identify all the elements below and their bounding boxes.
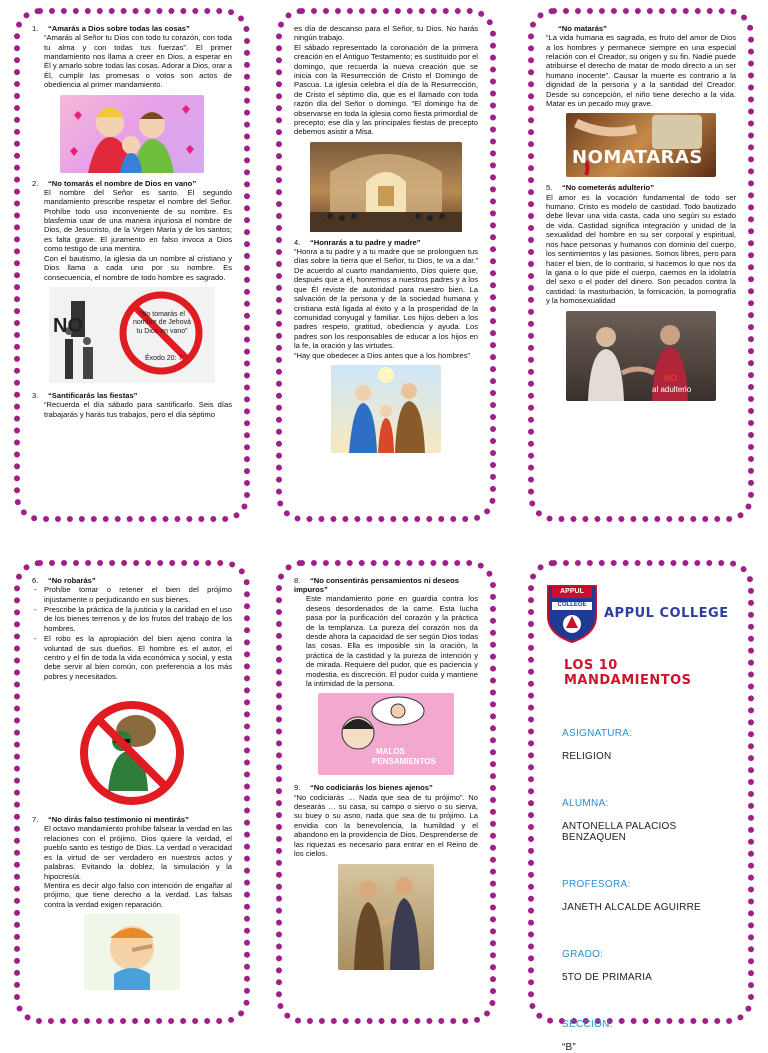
section-text-1: “Amarás al Señor tu Dios con todo tu corazón, con toda tu alma y con todas tus fuerzas”. El primer mandamiento nos llama a creer en Dios, a esperar en Él y amarlo sobre todas las cosas. Adorar a Dios, orar a Él, cumplir las promesas o votos son actos de obediencia al primer mandamiento. [44, 33, 232, 90]
section-text-8b: Mentira es decir algo falso con intención de engañar al prójimo, que tiene derecho a la verdad. Las falsas contra la verdad exigen reparación. [44, 880, 232, 909]
profesora-value: JANETH ALCALDE AGUIRRE [562, 902, 701, 913]
image-bad-thoughts-text1: MALOS [376, 747, 405, 757]
image-holy-family [331, 365, 441, 453]
image-bad-thoughts-text2: PENSAMIENTOS [372, 757, 436, 767]
section-title-3: 3. “Santificarás las fiestas” [32, 390, 138, 400]
section-title-4: 4. “Honrarás a tu padre y madre” [294, 237, 421, 247]
image-coveting [338, 864, 434, 970]
image-no-vain [49, 287, 215, 383]
section-text-4b: “Hay que obedecer a Dios antes que a los hombres” [294, 350, 471, 360]
section-text-3-cont: es día de descanso para el Señor, tu Dios. No harás ningún trabajo. [294, 24, 478, 43]
section-text-2: El nombre del Señor es santo. El segundo mandamiento prescribe respetar el nombre del Señor. Prohíbe todo uso inconveniente de su nombre. Es blasfemia usar de una manera injuriosa el nombre de Dios, de Jesucristo, de la Virgen María y de los santos; es falta grave. El juramento en falso invoca a Dios como testigo de una mentira. [44, 187, 232, 254]
logo-text-top: APPUL [560, 588, 584, 595]
panel-commandments-8-9 [276, 560, 496, 1024]
image-love-god [60, 95, 204, 173]
section-text-2b: Con el bautismo, la iglesia da un nombre al cristiano y Dios llama a cada uno por su nombre. Es consecuencia, el nombre de todo hombre es sagrado. [44, 253, 232, 282]
section-text-5: “La vida humana es sagrada, es fruto del amor de Dios a los hombres y permanece siempre en una especial relación con el Creador, su origen y su fin. Nadie puede atribuirse el derecho de matar de modo directo a un ser humano inocente”. Causar la muerte es contrario a la dignidad de la persona y a la santidad del Creador. Desde su concepción, el niño tiene derecho a la vida. Matar es un pecado muy grave. [546, 33, 736, 109]
section-title-6: 5. “No cometerás adulterio” [546, 183, 654, 193]
section-text-10: “No codiciarás … Nada que sea de tu prójimo”. No desearás … su casa, su campo o siervo o su sierva, su buey o su asno, nada que sea de tu prójimo. La envidia con la benevolencia, la humildad y el abandono en la providencia de Dios. Desprenderse de las riquezas es necesario para entrar en el Reino de los cielos. [294, 792, 478, 859]
section-title-2: 2. “No tomarás el nombre de Dios en vano” [32, 178, 197, 188]
panel-commandments-3-4 [276, 8, 496, 522]
seccion-value: “B” [562, 1042, 576, 1053]
alumna-value: ANTONELLA PALACIOS BENZAQUEN [562, 821, 677, 843]
section-text-4: “Honra a tu padre y a tu madre que se prolonguen tus días sobre la tierra que el Señor, tu Dios, te va a dar.” De acuerdo al cuarto mandamiento, Dios quiere que, después que a él, honremos a nuestros padres y a los que Él reviste de autoridad para nuestro bien. La salvación de la persona y de la sociedad humana y cristiana está ligada al éxito y a la prosperidad de la comunidad conyugal y familiar. Los hijos deben a los padres respeto, gratitud, obediencia y ayuda. Los padres son los responsables de educar a los hijos en la fe, la oración y las virtudes. [294, 247, 478, 351]
document-title: LOS 10 MANDAMIENTOS [564, 658, 692, 688]
asignatura-label: ASIGNATURA: [562, 728, 633, 739]
section-list-7 [32, 585, 232, 681]
seccion-label: SECCIÓN: [562, 1019, 613, 1030]
image-no-mataras-text: NOMATARAS [572, 147, 703, 169]
panel-commandments-5-6 [528, 8, 754, 522]
section-title-10: 9. “No codiciarás los bienes ajenos” [294, 783, 433, 793]
section-text-9: Este mandamiento pone en guardia contra los deseos desordenados de la carne. Esta lucha pasa por la purificación del corazón y la práctica de la templanza. La pureza del corazón nos da desde ahora la capacidad de ser según Dios todas las cosas. Ella es imposible sin la oración, la práctica de la castidad y la pureza de intención y de mirada. Requiere del pudor, que es paciencia y modestia, es discreción. El pudor cuida y mantiene la intimidad de la persona. [306, 594, 478, 689]
list-item: - Prescribe la práctica de la justicia y la caridad en el uso de los bienes terrenos y de los frutos del trabajo de los hombres. [44, 605, 232, 633]
alumna-label: ALUMNA: [562, 798, 609, 809]
college-logo [546, 582, 598, 644]
image-no-adultery-no: NO [664, 372, 678, 383]
image-church [310, 142, 462, 232]
image-quote-text: “No tomarás el nombre de Jehová tu Dios en vano” [133, 310, 191, 335]
image-no-adultery [566, 311, 716, 401]
list-item: - El robo es la apropiación del bien ajeno contra la voluntad de sus dueños. El hombre es el autor, el centro y el fin de toda la vida económica y social, y esta debe servir al bien común, con preferencia a los más pobres y necesitados. [44, 634, 232, 681]
asignatura-value: RELIGION [562, 751, 612, 762]
section-text-3b: El sábado representado la coronación de la primera creación en el Antiguo Testamento; es sustituido por el domingo, que recuerda la nueva creación que se inicia con la Resurrección de Cristo el Domingo de Pascua. La iglesia celebra el día de la Resurrección, de Cristo el séptimo día, que es el llamado con toda razón día del Señor o domingo. “El domingo ha de observarse en toda la iglesia como fiesta primordial de precepto; ese día y las principales fiestas de precepto debemos asistir a Misa. [294, 42, 478, 137]
college-name: APPUL COLLEGE [604, 605, 729, 621]
section-text-3: “Recuerda el día sábado para santificarlo. Seis días trabajarás y harás tus trabajos, pero el día séptimo [44, 400, 232, 419]
image-no-text: NO [53, 314, 83, 337]
section-title-1: 1. “Amarás a Dios sobre todas las cosas” [32, 24, 190, 33]
logo-text-mid: COLLEGE [557, 602, 587, 608]
grado-value: 5TO DE PRIMARIA [562, 972, 653, 983]
section-text-6: El amor es la vocación fundamental de todo ser humano. Cristo es modelo de castidad. Todo bautizado debe llevar una vida casta, cada uno según su estado de vida. Castidad significa integración y unidad de la sexualidad del hombre en su ser corporal y espiritual, nos hace personas y humanos con dominio del cuerpo, los sentimientos y las pasiones. Somos libres, pero para hacer el bien, de lo contrario, si hacemos lo que nos da la gana o lo que pide el cuerpo, caemos en la idolatría del sexo o el poder del dinero. Son pecados contra la castidad: la masturbación, la fornicación, la pornografía y la homosexualidad [546, 192, 736, 306]
image-ref-text: Éxodo 20: 7 [145, 354, 183, 362]
image-lying-child [84, 914, 180, 990]
image-no-adultery-text: al adulterio [652, 384, 692, 394]
panel-commandments-6-7 [14, 560, 250, 1024]
profesora-label: PROFESORA: [562, 879, 631, 890]
panel-commandments-1-3 [14, 8, 250, 522]
cover-header [546, 582, 736, 644]
image-bad-thoughts [318, 693, 454, 775]
panel-cover [528, 560, 754, 1053]
section-text-8: El octavo mandamiento prohíbe falsear la verdad en las relaciones con el prójimo. Dios quiere la verdad, el pueblo santo es testigo de Dios. La verdad o veracidad es la virtud de ser verdadero en nuestros actos y palabras. Evitando la doblez, la simulación y la hipocresía. [44, 824, 232, 881]
list-item: - Prohíbe tomar o retener el bien del prójimo injustamente o perjudicando en sus bienes. [44, 585, 232, 604]
image-no-mataras [566, 113, 716, 177]
grado-label: GRADO: [562, 949, 604, 960]
section-title-7: 6. “No robarás” [32, 576, 96, 585]
section-title-5: “No matarás” [558, 24, 607, 33]
image-no-stealing [72, 701, 192, 805]
section-title-9: 8. “No consentirás pensamientos ni deseos impuros” [294, 576, 459, 595]
section-title-8: 7. “No dirás falso testimonio ni mentirás” [32, 815, 189, 825]
